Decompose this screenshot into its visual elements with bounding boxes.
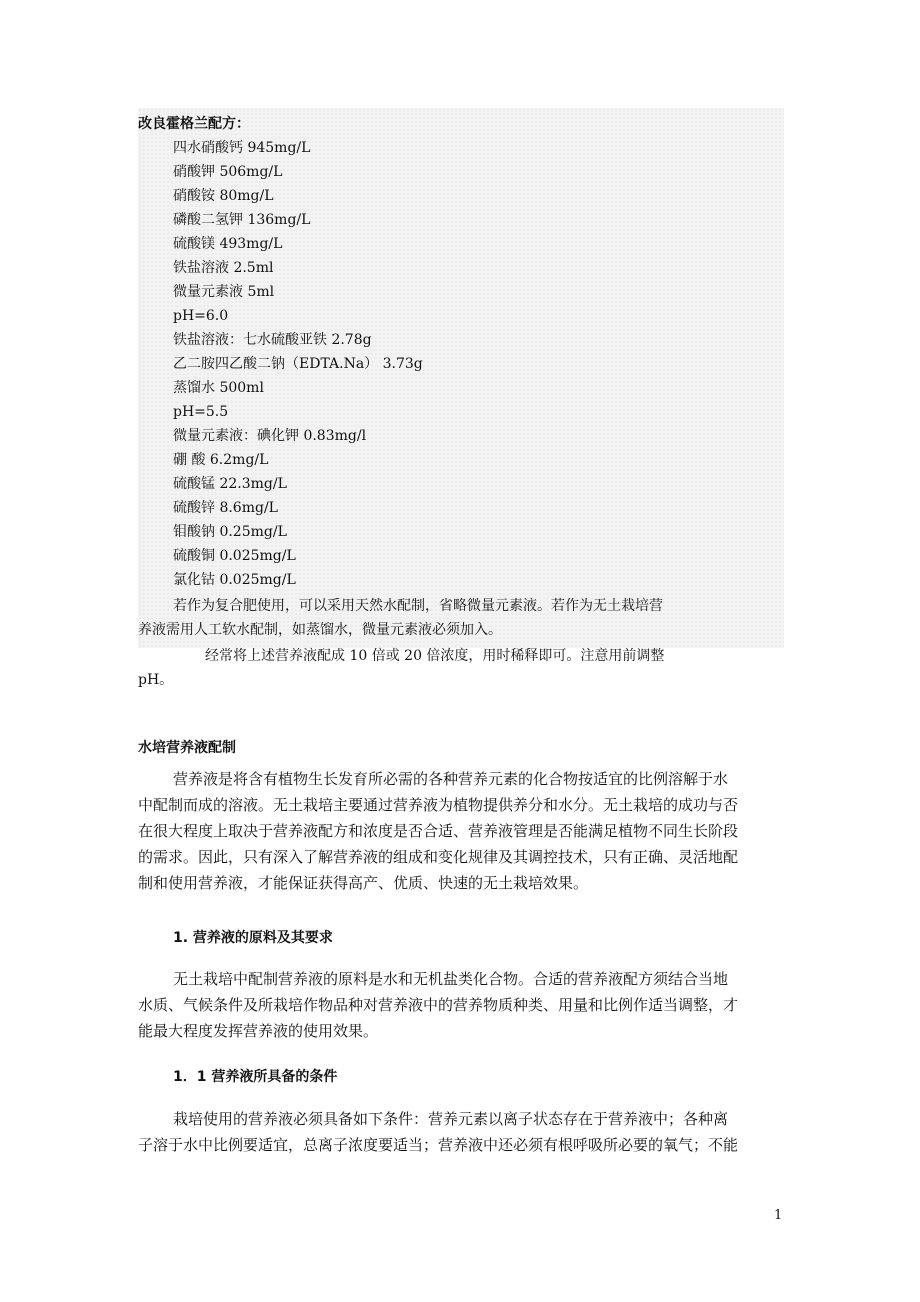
paragraph-line: 栽培使用的营养液必须具备如下条件：营养元素以离子状态存在于营养液中；各种离 [173, 1110, 729, 1128]
formula-line: pH=5.5 [173, 404, 229, 420]
paragraph-line: 在很大程度上取决于营养液配方和浓度是否合适、营养液管理是否能满足植物不同生长阶段 [138, 822, 739, 840]
formula-line: 硫酸锌 8.6mg/L [173, 500, 278, 516]
paragraph-line: 中配制而成的溶液。无土栽培主要通过营养液为植物提供养分和水分。无土栽培的成功与否 [138, 796, 739, 814]
formula-line: 磷酸二氢钾 136mg/L [173, 212, 311, 228]
formula-line: 硼 酸 6.2mg/L [173, 452, 269, 468]
formula-line: 硝酸钾 506mg/L [173, 164, 283, 180]
formula-note-line: pH。 [138, 672, 174, 688]
section-title: 水培营养液配制 [138, 740, 236, 756]
formula-line: 硝酸铵 80mg/L [173, 188, 274, 204]
formula-line: 微量元素液：碘化钾 0.83mg/l [173, 428, 367, 444]
formula-line: 钼酸钠 0.25mg/L [173, 524, 287, 540]
formula-line: 硫酸镁 493mg/L [173, 236, 283, 252]
paragraph-line: 能最大程度发挥营养液的使用效果。 [138, 1022, 379, 1040]
formula-line: pH=6.0 [173, 308, 229, 324]
paragraph-line: 无土栽培中配制营养液的原料是水和无机盐类化合物。合适的营养液配方须结合当地 [173, 970, 729, 988]
formula-note-line: 养液需用人工软水配制，如蒸馏水，微量元素液必须加入。 [138, 622, 502, 638]
paragraph-line: 的需求。因此，只有深入了解营养液的组成和变化规律及其调控技术，只有正确、灵活地配 [138, 848, 739, 866]
formula-note-line: 经常将上述营养液配成 10 倍或 20 倍浓度，用时稀释即可。注意用前调整 [205, 648, 665, 664]
page-number: 1 [774, 1208, 783, 1223]
paragraph-line: 制和使用营养液，才能保证获得高产、优质、快速的无土栽培效果。 [138, 874, 589, 892]
subsection-heading: 1．1 营养液所具备的条件 [173, 1069, 338, 1085]
formula-line: 氯化钴 0.025mg/L [173, 572, 296, 588]
formula-line: 四水硝酸钙 945mg/L [173, 140, 311, 156]
paragraph-line: 水质、气候条件及所栽培作物品种对营养液中的营养物质种类、用量和比例作适当调整，才 [138, 996, 739, 1014]
formula-line: 硫酸铜 0.025mg/L [173, 548, 296, 564]
subsection-heading: 1. 营养液的原料及其要求 [173, 930, 333, 946]
paragraph-line: 营养液是将含有植物生长发育所必需的各种营养元素的化合物按适宜的比例溶解于水 [173, 770, 729, 788]
formula-line: 铁盐溶液：七水硫酸亚铁 2.78g [173, 332, 372, 348]
formula-line: 硫酸锰 22.3mg/L [173, 476, 287, 492]
formula-line: 乙二胺四乙酸二钠（EDTA.Na） 3.73g [173, 356, 423, 372]
formula-line: 铁盐溶液 2.5ml [173, 260, 274, 276]
formula-title: 改良霍格兰配方： [138, 116, 250, 132]
paragraph-line: 子溶于水中比例要适宜，总离子浓度要适当；营养液中还必须有根呼吸所必要的氧气；不能 [138, 1136, 739, 1154]
formula-note-line: 若作为复合肥使用，可以采用天然水配制，省略微量元素液。若作为无土栽培营 [173, 598, 663, 614]
formula-line: 微量元素液 5ml [173, 284, 275, 300]
formula-line: 蒸馏水 500ml [173, 380, 264, 396]
